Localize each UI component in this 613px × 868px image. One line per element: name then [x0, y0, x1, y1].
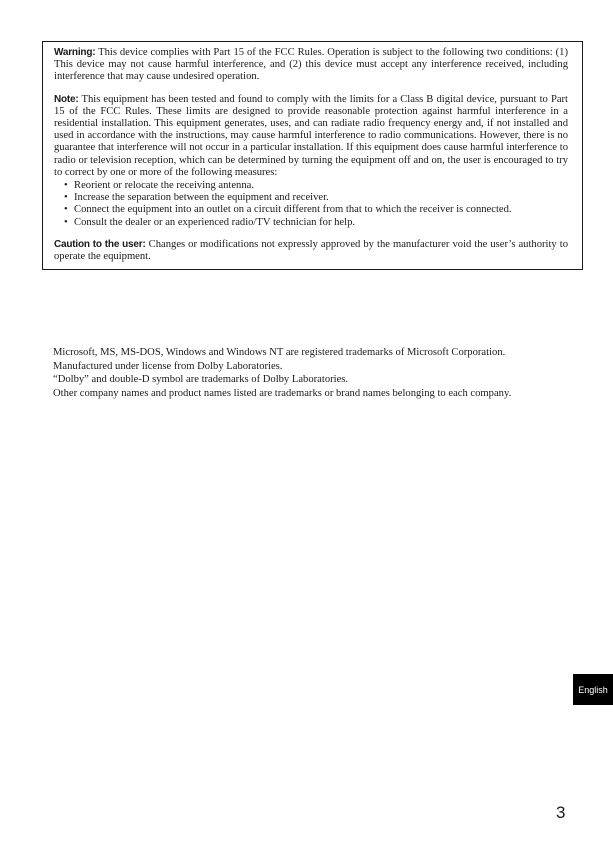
trademark-line: Manufactured under license from Dolby Laboratories. [53, 360, 283, 372]
note-label: Note: [54, 93, 79, 105]
warning-label: Warning: [54, 47, 96, 58]
trademark-notices [53, 346, 557, 400]
page-number: 3 [556, 803, 566, 822]
caution-text: Changes or modifications not expressly approved by the manufacturer void the user’s authority to operate the equipment. [54, 238, 568, 263]
note-paragraph [54, 94, 568, 179]
list-item: • Increase the separation between the equipment and receiver. [64, 192, 568, 204]
fcc-notice-box [42, 41, 583, 270]
warning-text: This device complies with Part 15 of the FCC Rules. Operation is subject to the following two conditions: (1) This device may not cause harmful interference, and (2) this device must accept any interference received, including interference that may cause undesired operation. [54, 47, 568, 83]
language-tab-label: English [578, 684, 608, 695]
note-text: This equipment has been tested and found to comply with the limits for a Class B digital device, pursuant to Part 15 of the FCC Rules. These limits are designed to provide reasonable protection against harmful interference in a residential installation. This equipment generates, uses, and can radiate radio frequency energy and, if not installed and used in accordance with the instructions, may cause harmful interference to radio communications. However, there is no guarantee that interference will not occur in a particular installation. If this equipment does cause harmful interference to radio or television reception, which can be determined by turning the equipment off and on, the user is encouraged to try to correct by one or more of the following measures: [54, 93, 569, 178]
trademark-line: Other company names and product names listed are trademarks or brand names belonging to each company. [53, 387, 512, 399]
list-item: • Reorient or relocate the receiving antenna. [64, 180, 568, 192]
caution-paragraph [54, 239, 568, 263]
language-tab [573, 674, 613, 705]
caution-label: Caution to the user: [54, 238, 146, 250]
trademark-line: Microsoft, MS, MS-DOS, Windows and Windows NT are registered trademarks of Microsoft Corporation. [53, 347, 506, 358]
list-item: • Consult the dealer or an experienced radio/TV technician for help. [64, 217, 568, 229]
list-item: • Connect the equipment into an outlet on a circuit different from that to which the receiver is connected. [64, 204, 568, 216]
warning-paragraph [54, 47, 568, 84]
measures-list [54, 180, 568, 229]
trademark-line: “Dolby” and double-D symbol are trademarks of Dolby Laboratories. [53, 374, 349, 386]
